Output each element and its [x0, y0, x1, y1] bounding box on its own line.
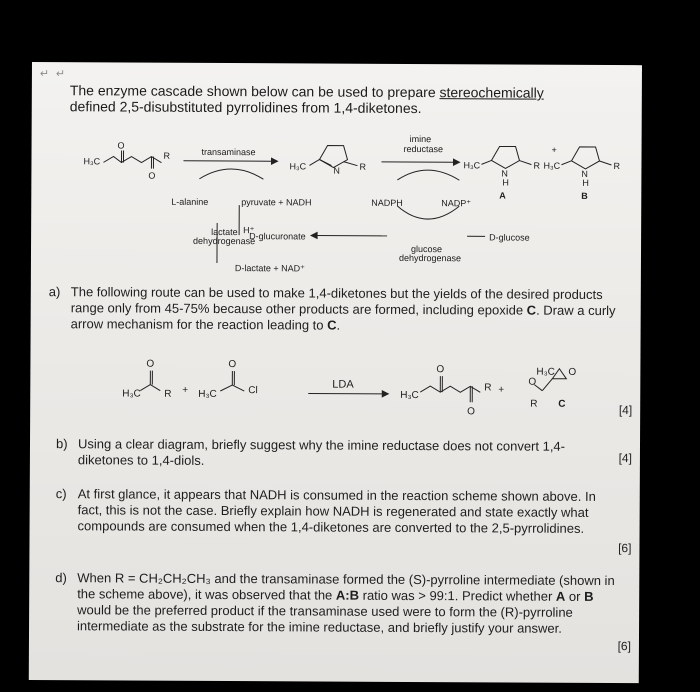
oxygen-label: O [146, 358, 155, 370]
ratio-ab: A:B [335, 587, 360, 603]
glucose-dh-label: glucose [410, 243, 443, 255]
nadph-label: NADPH [371, 197, 403, 208]
question-text: ratio was > 99:1. Predict whether [358, 587, 556, 604]
l-alanine-label: L-alanine [171, 196, 209, 207]
question-a [49, 284, 629, 335]
question-c [56, 486, 616, 537]
question-text: The following route can be used to make 1,4-diketones but the yields of the desired products range only from 45-75% because other products are formed, including epoxide [70, 284, 603, 318]
question-label: c) [55, 486, 67, 502]
h3c-label: H₃C [543, 160, 561, 171]
exam-sheet [29, 62, 642, 683]
diketone-route [120, 352, 590, 434]
h3c-label: H₃C [463, 160, 481, 171]
nadp-label: NADP⁺ [441, 198, 472, 209]
h3c-label: H₃C [198, 388, 217, 400]
question-d [55, 570, 615, 637]
nitrogen-label: N [333, 165, 340, 176]
h3c-label: H₃C [122, 388, 141, 400]
imine-reductase-label: reductase [403, 143, 444, 155]
intro-underlined: stereochemically [439, 84, 544, 101]
question-text: . Draw a curly arrow mechanism for the reaction leading to [70, 302, 616, 333]
product-b-label: B [581, 190, 588, 201]
question-b [56, 436, 616, 471]
paragraph-mark: ↵ [55, 68, 66, 81]
plus-sign: + [498, 384, 505, 396]
h-plus-label: H⁺ [243, 225, 255, 236]
d-glucose-label: D-glucose [489, 232, 530, 243]
d-glucuronate-label: D-glucuronate [249, 231, 306, 242]
chloride-label: Cl [248, 385, 258, 397]
glucose-dh-label: dehydrogenase [398, 252, 462, 264]
compound-c: C [327, 317, 337, 333]
epoxide-c-label: C [558, 398, 566, 410]
question-text: or [565, 588, 585, 604]
plus-sign: + [182, 384, 189, 396]
r-group-label: R [164, 388, 172, 400]
h3c-label: H₃C [536, 366, 555, 378]
product-b: B [584, 588, 594, 604]
nitrogen-label: N [581, 168, 588, 179]
question-text: When R = CH₂CH₂CH₃ and the transaminase formed the (S)-pyrroline intermediate (shown in the scheme above), it was observed that the [77, 570, 615, 603]
intro-line1: The enzyme cascade shown below can be used to prepare [69, 82, 440, 101]
marks-b: [4] [618, 451, 632, 466]
r-group-label: R [533, 160, 540, 171]
intro-paragraph [70, 82, 635, 117]
question-text: At first glance, it appears that NADH is consumed in the reaction scheme shown above. In fact, this is not the case. Briefly explain how NADH is regenerated and state exactly what compounds are consumed when the 1,4-diketones are converted to the 2,5-pyrrolidines. [77, 486, 596, 536]
h3c-label: H₃C [289, 161, 307, 172]
epoxide-oxygen-label: O [568, 366, 577, 378]
oxygen-label: O [467, 406, 475, 418]
oxygen-label: O [148, 170, 156, 181]
h3c-label: H₃C [400, 389, 419, 402]
r-group-label: R [163, 150, 171, 161]
r-group-label: R [359, 161, 366, 172]
d-lactate-nad-label: D-lactate + NAD⁺ [234, 263, 305, 274]
oxygen-label: O [117, 140, 125, 151]
oxygen-label: O [436, 364, 445, 376]
plus-sign: + [551, 144, 557, 155]
product-a: A [555, 588, 566, 604]
marks-d: [6] [617, 639, 631, 654]
r-group-label: R [484, 382, 492, 394]
pyruvate-nadh-label: pyruvate + NADH [241, 197, 312, 208]
nitrogen-label: N [501, 168, 508, 179]
h3c-label: H₃C [83, 156, 101, 167]
transaminase-label: transaminase [201, 146, 256, 158]
question-text: Using a clear diagram, briefly suggest why the imine reductase does not convert 1,4-diketones to 1,4-diols. [77, 436, 566, 468]
marks-c: [6] [618, 541, 632, 556]
marks-a: [4] [618, 403, 633, 418]
oxygen-label: O [528, 376, 537, 388]
lactate-dh-label: dehydrogenase [193, 235, 256, 247]
question-label: a) [48, 284, 61, 300]
hydrogen-label: H [502, 177, 509, 188]
r-group-label: R [613, 161, 620, 172]
lactate-dh-label: lactate [211, 226, 238, 238]
enzyme-cascade-scheme [81, 122, 632, 280]
question-text: would be the preferred product if the transaminase used were to form the (R)-pyrroline intermediate as the substrate for the imine reductase, and briefly justify your answer. [77, 602, 573, 636]
question-text: . [336, 317, 341, 333]
product-a-label: A [499, 190, 506, 201]
oxygen-label: O [228, 359, 237, 371]
lda-label: LDA [332, 378, 354, 391]
question-label: d) [55, 570, 67, 586]
paragraph-mark: ↵ [39, 68, 50, 81]
r-group-label: R [530, 398, 538, 410]
hydrogen-label: H [582, 177, 589, 188]
intro-line2: defined 2,5-disubstituted pyrrolidines from 1,4-diketones. [69, 98, 422, 117]
question-label: b) [55, 436, 68, 452]
imine-reductase-label: imine [409, 133, 432, 145]
compound-c: C [526, 302, 537, 318]
